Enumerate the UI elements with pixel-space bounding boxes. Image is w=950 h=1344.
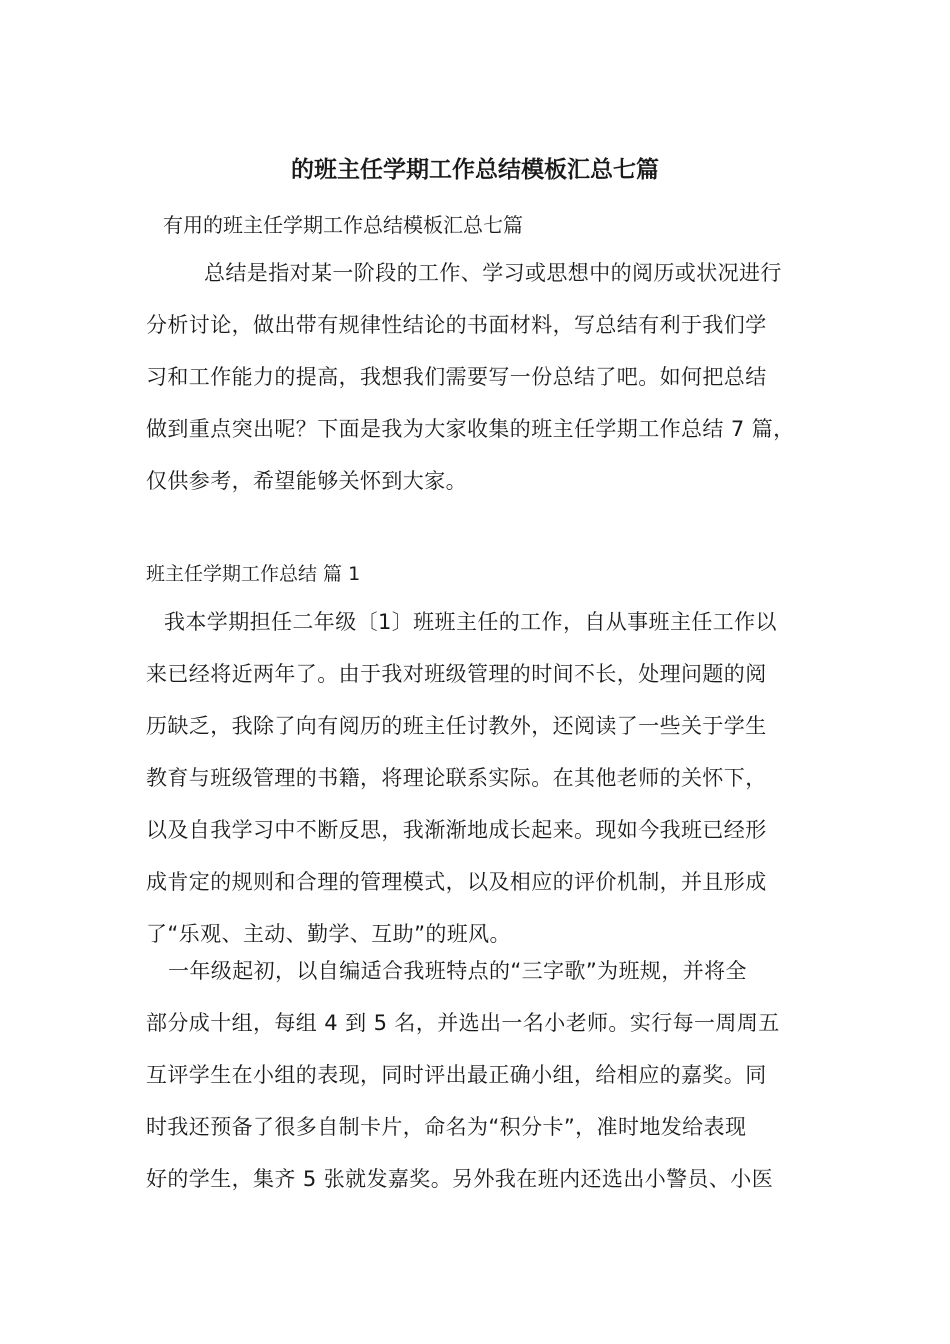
section-heading: 班主任学期工作总结 篇 1 xyxy=(146,563,361,585)
paragraph-line: 我本学期担任二年级〔1〕班班主任的工作，自从事班主任工作以 xyxy=(164,610,777,634)
body-paragraph-2 xyxy=(146,945,818,1205)
document-title: 的班主任学期工作总结模板汇总七篇 xyxy=(291,157,659,183)
paragraph-line: 来已经将近两年了。由于我对班级管理的时间不长，处理问题的阅 xyxy=(146,662,767,686)
paragraph-line: 以及自我学习中不断反思，我渐渐地成长起来。现如今我班已经形 xyxy=(146,818,767,842)
paragraph-line: 好的学生，集齐 5 张就发嘉奖。另外我在班内还选出小警员、小医 xyxy=(146,1167,774,1191)
paragraph-line: 时我还预备了很多自制卡片，命名为“积分卡”，准时地发给表现 xyxy=(146,1115,747,1139)
intro-line: 做到重点突出呢？下面是我为大家收集的班主任学期工作总结 7 篇， xyxy=(146,417,795,441)
intro-line: 仅供参考，希望能够关怀到大家。 xyxy=(146,469,467,493)
paragraph-line: 了“乐观、主动、勤学、互助”的班风。 xyxy=(146,922,511,946)
intro-paragraph xyxy=(146,247,818,507)
intro-line: 总结是指对某一阶段的工作、学习或思想中的阅历或状况进行 xyxy=(204,261,782,285)
intro-line: 习和工作能力的提高，我想我们需要写一份总结了吧。如何把总结 xyxy=(146,365,767,389)
intro-line: 分析讨论，做出带有规律性结论的书面材料，写总结有利于我们学 xyxy=(146,313,767,337)
paragraph-line: 成肯定的规则和合理的管理模式，以及相应的评价机制，并且形成 xyxy=(146,870,767,894)
document-subtitle: 有用的班主任学期工作总结模板汇总七篇 xyxy=(163,213,523,237)
paragraph-line: 教育与班级管理的书籍，将理论联系实际。在其他老师的关怀下， xyxy=(146,766,767,790)
paragraph-line: 部分成十组，每组 4 到 5 名，并选出一名小老师。实行每一周周五 xyxy=(146,1011,780,1035)
body-paragraph-1 xyxy=(146,596,818,960)
paragraph-line: 历缺乏，我除了向有阅历的班主任讨教外，还阅读了一些关于学生 xyxy=(146,714,767,738)
paragraph-line: 一年级起初，以自编适合我班特点的“三字歌”为班规，并将全 xyxy=(168,959,747,983)
paragraph-line: 互评学生在小组的表现，同时评出最正确小组，给相应的嘉奖。同 xyxy=(146,1063,767,1087)
